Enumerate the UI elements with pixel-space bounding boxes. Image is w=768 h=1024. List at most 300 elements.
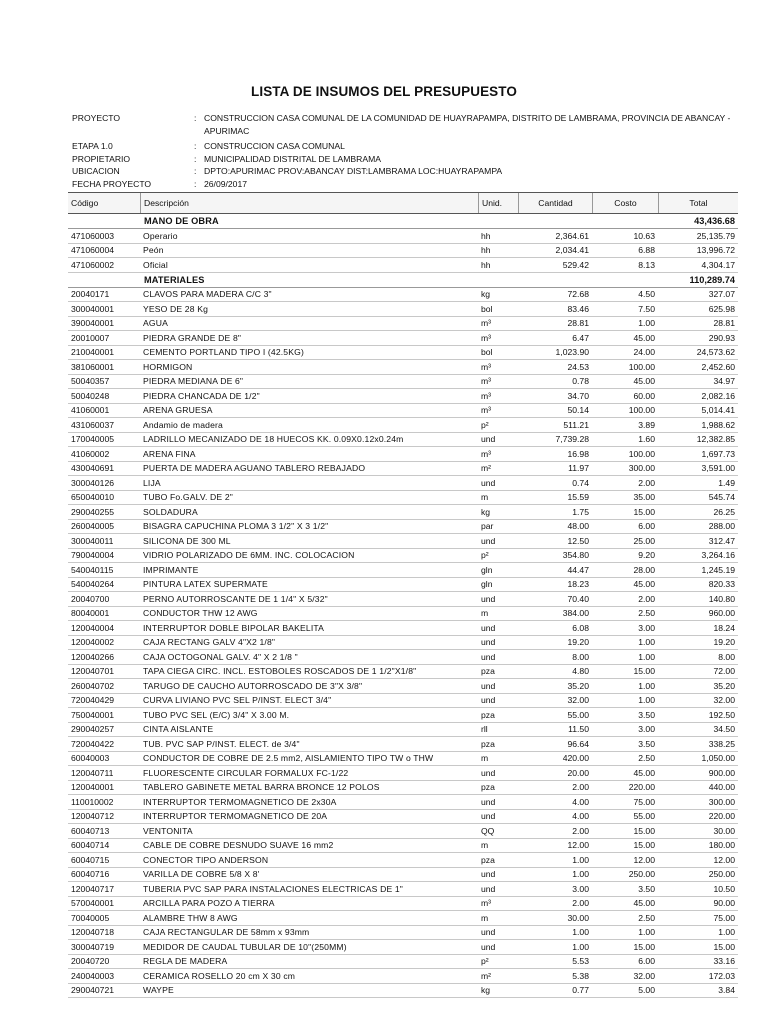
cell-unidad: hh bbox=[481, 259, 491, 270]
cell-descripcion: PIEDRA GRANDE DE 8" bbox=[143, 332, 242, 343]
cell-total: 1,988.62 bbox=[701, 419, 735, 430]
table-row bbox=[68, 520, 738, 535]
cell-costo: 10.63 bbox=[633, 230, 655, 241]
cell-costo: 15.00 bbox=[633, 506, 655, 517]
cell-unidad: m³ bbox=[481, 390, 492, 401]
meta-separator: : bbox=[194, 166, 197, 176]
cell-total: 12.00 bbox=[713, 854, 735, 865]
cell-costo: 4.50 bbox=[638, 289, 655, 300]
cell-cantidad: 20.00 bbox=[567, 767, 589, 778]
cell-cantidad: 7,739.28 bbox=[555, 434, 589, 445]
cell-costo: 24.00 bbox=[633, 347, 655, 358]
cell-codigo: 431060037 bbox=[71, 419, 115, 430]
table-row bbox=[68, 317, 738, 332]
table-row bbox=[68, 897, 738, 912]
cell-unidad: m³ bbox=[481, 332, 492, 343]
cell-cantidad: 2,034.41 bbox=[555, 245, 589, 256]
cell-cantidad: 30.00 bbox=[567, 912, 589, 923]
cell-descripcion: ARENA FINA bbox=[143, 448, 196, 459]
cell-cantidad: 0.78 bbox=[572, 376, 589, 387]
cell-unidad: gln bbox=[481, 564, 493, 575]
cell-codigo: 20040700 bbox=[71, 593, 110, 604]
cell-unidad: und bbox=[481, 927, 496, 938]
cell-costo: 100.00 bbox=[628, 448, 655, 459]
cell-total: 4,304.17 bbox=[701, 259, 735, 270]
header-total: Total bbox=[658, 193, 738, 213]
cell-descripcion: CLAVOS PARA MADERA C/C 3" bbox=[143, 289, 272, 300]
cell-unidad: und bbox=[481, 637, 496, 648]
cell-descripcion: YESO DE 28 Kg bbox=[143, 303, 209, 314]
cell-unidad: par bbox=[481, 521, 494, 532]
cell-total: 1.49 bbox=[718, 477, 735, 488]
cell-descripcion: INTERRUPTOR TERMOMAGNETICO DE 20A bbox=[143, 811, 328, 822]
cell-total: 34.97 bbox=[713, 376, 735, 387]
meta-row-etapa bbox=[72, 140, 742, 153]
cell-costo: 1.60 bbox=[638, 434, 655, 445]
cell-descripcion: PERNO AUTORROSCANTE DE 1 1/4" X 5/32" bbox=[143, 593, 328, 604]
cell-codigo: 471060002 bbox=[71, 259, 115, 270]
cell-descripcion: SILICONA DE 300 ML bbox=[143, 535, 231, 546]
cell-total: 900.00 bbox=[708, 767, 735, 778]
cell-cantidad: 5.38 bbox=[572, 970, 589, 981]
cell-total: 3,264.16 bbox=[701, 550, 735, 561]
cell-descripcion: TUB. PVC SAP P/INST. ELECT. de 3/4" bbox=[143, 738, 300, 749]
cell-codigo: 300040011 bbox=[71, 535, 114, 546]
table-row bbox=[68, 636, 738, 651]
cell-costo: 3.50 bbox=[638, 709, 655, 720]
cell-descripcion: ARENA GRUESA bbox=[143, 405, 213, 416]
cell-costo: 2.00 bbox=[638, 593, 655, 604]
cell-costo: 45.00 bbox=[633, 579, 655, 590]
cell-cantidad: 2.00 bbox=[572, 782, 589, 793]
cell-unidad: und bbox=[481, 593, 496, 604]
cell-codigo: 20040720 bbox=[71, 956, 110, 967]
cell-total: 18.24 bbox=[713, 622, 735, 633]
cell-unidad: m³ bbox=[481, 898, 492, 909]
cell-descripcion: Peón bbox=[143, 245, 164, 256]
cell-total: 30.00 bbox=[713, 825, 735, 836]
cell-cantidad: 1.00 bbox=[572, 869, 589, 880]
cell-codigo: 240040003 bbox=[71, 970, 115, 981]
cell-cantidad: 1.75 bbox=[572, 506, 589, 517]
cell-total: 2,082.16 bbox=[701, 390, 735, 401]
cell-cantidad: 354.80 bbox=[562, 550, 589, 561]
cell-unidad: m bbox=[481, 840, 489, 851]
cell-cantidad: 0.74 bbox=[572, 477, 589, 488]
cell-total: 90.00 bbox=[713, 898, 735, 909]
cell-costo: 15.00 bbox=[633, 840, 655, 851]
cell-unidad: bol bbox=[481, 347, 493, 358]
cell-total: 290.93 bbox=[708, 332, 735, 343]
table-row bbox=[68, 781, 738, 796]
cell-codigo: 170040005 bbox=[71, 434, 115, 445]
cell-codigo: 120040002 bbox=[71, 637, 115, 648]
cell-costo: 2.50 bbox=[638, 608, 655, 619]
group-total: 43,436.68 bbox=[694, 216, 735, 226]
cell-descripcion: ALAMBRE THW 8 AWG bbox=[143, 912, 238, 923]
cell-descripcion: TUBERIA PVC SAP PARA INSTALACIONES ELECTRICAS DE 1" bbox=[143, 883, 403, 894]
cell-costo: 1.00 bbox=[638, 318, 655, 329]
cell-cantidad: 1.00 bbox=[572, 854, 589, 865]
cell-costo: 3.00 bbox=[638, 622, 655, 633]
cell-cantidad: 1.00 bbox=[572, 941, 589, 952]
table-row bbox=[68, 360, 738, 375]
cell-descripcion: PINTURA LATEX SUPERMATE bbox=[143, 579, 268, 590]
cell-cantidad: 5.53 bbox=[572, 956, 589, 967]
cell-total: 288.00 bbox=[708, 521, 735, 532]
cell-total: 2,452.60 bbox=[701, 361, 735, 372]
meta-label: PROPIETARIO bbox=[72, 153, 131, 164]
cell-total: 140.80 bbox=[708, 593, 735, 604]
cell-unidad: hh bbox=[481, 230, 491, 241]
cell-costo: 8.13 bbox=[638, 259, 655, 270]
cell-codigo: 60040714 bbox=[71, 840, 110, 851]
cell-codigo: 471060003 bbox=[71, 230, 115, 241]
project-info bbox=[72, 112, 742, 190]
cell-cantidad: 35.20 bbox=[567, 680, 589, 691]
cell-cantidad: 4.80 bbox=[572, 666, 589, 677]
cell-cantidad: 2.00 bbox=[572, 825, 589, 836]
cell-codigo: 120040701 bbox=[71, 666, 115, 677]
cell-unidad: und bbox=[481, 695, 496, 706]
cell-codigo: 80040001 bbox=[71, 608, 110, 619]
cell-descripcion: VIDRIO POLARIZADO DE 6MM. INC. COLOCACION bbox=[143, 550, 355, 561]
cell-codigo: 70040005 bbox=[71, 912, 110, 923]
cell-descripcion: IMPRIMANTE bbox=[143, 564, 199, 575]
cell-costo: 12.00 bbox=[633, 854, 655, 865]
cell-costo: 2.00 bbox=[638, 477, 655, 488]
cell-unidad: m³ bbox=[481, 361, 492, 372]
cell-total: 5,014.41 bbox=[701, 405, 735, 416]
cell-total: 34.50 bbox=[713, 724, 735, 735]
cell-descripcion: CONDUCTOR DE COBRE DE 2.5 mm2, AISLAMIENTO TIPO TW o THW bbox=[143, 753, 434, 764]
document-title: LISTA DE INSUMOS DEL PRESUPUESTO bbox=[251, 84, 517, 99]
cell-costo: 3.50 bbox=[638, 738, 655, 749]
cell-cantidad: 420.00 bbox=[562, 753, 589, 764]
cell-codigo: 290040255 bbox=[71, 506, 115, 517]
cell-total: 312.47 bbox=[708, 535, 735, 546]
cell-total: 75.00 bbox=[713, 912, 735, 923]
cell-descripcion: TABLERO GABINETE METAL BARRA BRONCE 12 POLOS bbox=[143, 782, 380, 793]
table-row bbox=[68, 926, 738, 941]
cell-unidad: pza bbox=[481, 709, 495, 720]
cell-descripcion: PIEDRA CHANCADA DE 1/2" bbox=[143, 390, 260, 401]
cell-unidad: p² bbox=[481, 419, 489, 430]
cell-total: 3.84 bbox=[718, 985, 735, 996]
cell-unidad: QQ bbox=[481, 825, 495, 836]
meta-separator: : bbox=[194, 178, 197, 189]
cell-total: 8.00 bbox=[718, 651, 735, 662]
table-row bbox=[68, 723, 738, 738]
cell-costo: 45.00 bbox=[633, 376, 655, 387]
table-header bbox=[68, 192, 738, 214]
cell-descripcion: INTERRUPTOR DOBLE BIPOLAR BAKELITA bbox=[143, 622, 324, 633]
cell-costo: 1.00 bbox=[638, 927, 655, 938]
cell-costo: 45.00 bbox=[633, 332, 655, 343]
cell-codigo: 300040001 bbox=[71, 303, 115, 314]
cell-cantidad: 11.50 bbox=[568, 724, 589, 735]
meta-value: MUNICIPALIDAD DISTRITAL DE LAMBRAMA bbox=[204, 153, 381, 164]
cell-codigo: 60040716 bbox=[71, 869, 110, 880]
cell-total: 19.20 bbox=[713, 637, 735, 648]
cell-costo: 1.00 bbox=[638, 637, 655, 648]
cell-cantidad: 12.50 bbox=[567, 535, 589, 546]
cell-total: 220.00 bbox=[708, 811, 735, 822]
cell-unidad: m bbox=[481, 492, 489, 503]
cell-descripcion: CAJA RECTANG GALV 4"X2 1/8" bbox=[143, 637, 276, 648]
cell-total: 1,050.00 bbox=[701, 753, 735, 764]
cell-costo: 6.00 bbox=[638, 956, 655, 967]
table-row bbox=[68, 404, 738, 419]
cell-descripcion: SOLDADURA bbox=[143, 506, 198, 517]
cell-total: 3,591.00 bbox=[701, 463, 735, 474]
table-row bbox=[68, 578, 738, 593]
table-row bbox=[68, 752, 738, 767]
cell-total: 327.07 bbox=[708, 289, 735, 300]
cell-descripcion: VARILLA DE COBRE 5/8 X 8' bbox=[143, 869, 260, 880]
cell-unidad: und bbox=[481, 477, 496, 488]
cell-cantidad: 32.00 bbox=[567, 695, 589, 706]
cell-codigo: 260040005 bbox=[71, 521, 115, 532]
cell-codigo: 540040264 bbox=[71, 579, 115, 590]
cell-cantidad: 3.00 bbox=[572, 883, 589, 894]
cell-unidad: und bbox=[481, 622, 496, 633]
cell-codigo: 650040010 bbox=[71, 492, 115, 503]
cell-descripcion: VENTONITA bbox=[143, 825, 193, 836]
cell-cantidad: 12.00 bbox=[567, 840, 589, 851]
cell-unidad: und bbox=[481, 651, 496, 662]
cell-total: 13,996.72 bbox=[696, 245, 735, 256]
cell-total: 960.00 bbox=[708, 608, 735, 619]
group-name: MANO DE OBRA bbox=[144, 216, 219, 226]
cell-unidad: m bbox=[481, 912, 489, 923]
cell-codigo: 750040001 bbox=[71, 709, 115, 720]
cell-costo: 3.00 bbox=[638, 724, 655, 735]
group-row bbox=[68, 273, 738, 288]
table-row bbox=[68, 737, 738, 752]
cell-codigo: 290040721 bbox=[71, 985, 115, 996]
cell-codigo: 300040126 bbox=[71, 477, 115, 488]
meta-value: CONSTRUCCION CASA COMUNAL DE LA COMUNIDAD DE HUAYRAPAMPA, DISTRITO DE LAMBRAMA, PROVINCIA DE ABANCAY - APURIMAC bbox=[204, 113, 731, 136]
table-row bbox=[68, 766, 738, 781]
header-cantidad: Cantidad bbox=[518, 193, 592, 213]
table-row bbox=[68, 476, 738, 491]
cell-cantidad: 529.42 bbox=[562, 259, 589, 270]
cell-cantidad: 70.40 bbox=[567, 593, 589, 604]
meta-row-ubicacion bbox=[72, 165, 742, 178]
cell-costo: 3.89 bbox=[638, 419, 655, 430]
cell-cantidad: 11.97 bbox=[568, 463, 589, 474]
cell-descripcion: AGUA bbox=[143, 318, 168, 329]
meta-separator: : bbox=[194, 141, 197, 151]
table-row bbox=[68, 882, 738, 897]
table-row bbox=[68, 288, 738, 303]
table-row bbox=[68, 418, 738, 433]
cell-total: 440.00 bbox=[708, 782, 735, 793]
cell-cantidad: 48.00 bbox=[567, 521, 589, 532]
cell-unidad: und bbox=[481, 535, 496, 546]
cell-cantidad: 34.70 bbox=[567, 390, 589, 401]
cell-descripcion: CERAMICA ROSELLO 20 cm X 30 cm bbox=[143, 970, 296, 981]
cell-total: 35.20 bbox=[713, 680, 735, 691]
table-row bbox=[68, 955, 738, 970]
cell-costo: 1.00 bbox=[638, 680, 655, 691]
cell-cantidad: 0.77 bbox=[572, 985, 589, 996]
table-row bbox=[68, 534, 738, 549]
cell-descripcion: Andamio de madera bbox=[143, 419, 223, 430]
cell-cantidad: 72.68 bbox=[567, 289, 589, 300]
table-row bbox=[68, 607, 738, 622]
cell-descripcion: TUBO PVC SEL (E/C) 3/4" X 3.00 M. bbox=[143, 709, 290, 720]
cell-total: 72.00 bbox=[713, 666, 735, 677]
cell-unidad: pza bbox=[481, 782, 495, 793]
table-row bbox=[68, 229, 738, 244]
table-row bbox=[68, 665, 738, 680]
cell-descripcion: TAPA CIEGA CIRC. INCL. ESTOBOLES ROSCADOS DE 1 1/2"X1/8" bbox=[143, 666, 417, 677]
cell-cantidad: 8.00 bbox=[572, 651, 589, 662]
cell-codigo: 210040001 bbox=[71, 347, 115, 358]
table-row bbox=[68, 592, 738, 607]
cell-codigo: 720040422 bbox=[71, 738, 115, 749]
cell-total: 1.00 bbox=[718, 927, 735, 938]
table-row bbox=[68, 853, 738, 868]
table-row bbox=[68, 824, 738, 839]
cell-unidad: und bbox=[481, 434, 496, 445]
cell-descripcion: CEMENTO PORTLAND TIPO I (42.5KG) bbox=[143, 347, 304, 358]
cell-descripcion: CURVA LIVIANO PVC SEL P/INST. ELECT 3/4" bbox=[143, 695, 332, 706]
table-row bbox=[68, 868, 738, 883]
group-name: MATERIALES bbox=[144, 274, 205, 285]
cell-codigo: 790040004 bbox=[71, 550, 115, 561]
cell-descripcion: PIEDRA MEDIANA DE 6" bbox=[143, 376, 244, 387]
group-total: 110,289.74 bbox=[689, 274, 735, 285]
cell-unidad: kg bbox=[481, 506, 491, 517]
cell-unidad: und bbox=[481, 941, 496, 952]
cell-cantidad: 511.21 bbox=[563, 419, 589, 430]
cell-unidad: kg bbox=[481, 985, 491, 996]
cell-costo: 15.00 bbox=[633, 825, 655, 836]
cell-descripcion: TUBO Fo.GALV. DE 2" bbox=[143, 492, 233, 503]
group-row bbox=[68, 214, 738, 229]
cell-descripcion: CABLE DE COBRE DESNUDO SUAVE 16 mm2 bbox=[143, 840, 334, 851]
cell-unidad: und bbox=[481, 680, 496, 691]
meta-separator: : bbox=[194, 153, 197, 164]
cell-total: 10.50 bbox=[713, 883, 735, 894]
cell-codigo: 20040171 bbox=[71, 289, 110, 300]
meta-value: DPTO:APURIMAC PROV:ABANCAY DIST:LAMBRAMA LOC:HUAYRAPAMPA bbox=[204, 166, 503, 176]
table-body bbox=[68, 214, 738, 998]
table-row bbox=[68, 708, 738, 723]
cell-cantidad: 6.08 bbox=[572, 622, 589, 633]
table-row bbox=[68, 984, 738, 999]
cell-codigo: 120040711 bbox=[71, 767, 114, 778]
table-row bbox=[68, 940, 738, 955]
cell-unidad: gln bbox=[481, 579, 493, 590]
cell-costo: 2.50 bbox=[638, 753, 655, 764]
cell-costo: 55.00 bbox=[633, 811, 655, 822]
supplies-table bbox=[68, 192, 738, 998]
cell-total: 15.00 bbox=[713, 941, 735, 952]
cell-cantidad: 384.00 bbox=[562, 608, 589, 619]
cell-total: 300.00 bbox=[708, 796, 735, 807]
cell-costo: 15.00 bbox=[633, 941, 655, 952]
cell-unidad: m bbox=[481, 608, 489, 619]
cell-cantidad: 2,364.61 bbox=[555, 230, 589, 241]
cell-costo: 32.00 bbox=[633, 970, 655, 981]
cell-unidad: m³ bbox=[481, 318, 492, 329]
meta-label: FECHA PROYECTO bbox=[72, 178, 152, 189]
meta-label: ETAPA 1.0 bbox=[72, 141, 113, 151]
cell-total: 33.16 bbox=[713, 956, 735, 967]
cell-descripcion: CONECTOR TIPO ANDERSON bbox=[143, 854, 269, 865]
cell-cantidad: 18.23 bbox=[567, 579, 589, 590]
cell-cantidad: 24.53 bbox=[567, 361, 589, 372]
table-row bbox=[68, 911, 738, 926]
cell-unidad: m³ bbox=[481, 376, 492, 387]
cell-total: 250.00 bbox=[708, 869, 735, 880]
cell-descripcion: CINTA AISLANTE bbox=[143, 724, 214, 735]
meta-row-proyecto bbox=[72, 112, 742, 137]
cell-unidad: m² bbox=[481, 970, 492, 981]
cell-unidad: rll bbox=[481, 724, 488, 735]
cell-descripcion: HORMIGON bbox=[143, 361, 193, 372]
cell-codigo: 50040248 bbox=[71, 390, 110, 401]
cell-codigo: 60040003 bbox=[71, 753, 110, 764]
cell-descripcion: CAJA RECTANGULAR DE 58mm x 93mm bbox=[143, 927, 310, 938]
cell-unidad: pza bbox=[481, 738, 495, 749]
meta-label: PROYECTO bbox=[72, 113, 121, 123]
cell-total: 24,573.62 bbox=[696, 347, 735, 358]
cell-total: 28.81 bbox=[713, 318, 735, 329]
meta-separator: : bbox=[194, 113, 197, 123]
cell-unidad: und bbox=[481, 796, 496, 807]
table-row bbox=[68, 447, 738, 462]
cell-cantidad: 55.00 bbox=[567, 709, 589, 720]
cell-descripcion: WAYPE bbox=[143, 985, 174, 996]
cell-descripcion: FLUORESCENTE CIRCULAR FORMALUX FC-1/22 bbox=[143, 767, 349, 778]
cell-costo: 1.00 bbox=[638, 695, 655, 706]
cell-codigo: 390040001 bbox=[71, 318, 115, 329]
cell-cantidad: 1.00 bbox=[572, 927, 589, 938]
cell-costo: 7.50 bbox=[638, 303, 655, 314]
cell-costo: 9.20 bbox=[638, 550, 655, 561]
cell-costo: 25.00 bbox=[633, 535, 655, 546]
meta-value: CONSTRUCCION CASA COMUNAL bbox=[204, 141, 345, 151]
cell-descripcion: REGLA DE MADERA bbox=[143, 956, 228, 967]
cell-unidad: bol bbox=[481, 303, 493, 314]
cell-costo: 300.00 bbox=[628, 463, 655, 474]
table-row bbox=[68, 433, 738, 448]
meta-row-fecha bbox=[72, 178, 742, 191]
header-descripcion: Descripción bbox=[140, 193, 478, 213]
table-row bbox=[68, 302, 738, 317]
table-row bbox=[68, 679, 738, 694]
cell-descripcion: CONDUCTOR THW 12 AWG bbox=[143, 608, 258, 619]
cell-descripcion: ARCILLA PARA POZO A TIERRA bbox=[143, 898, 275, 909]
cell-costo: 6.00 bbox=[638, 521, 655, 532]
table-row bbox=[68, 331, 738, 346]
cell-cantidad: 4.00 bbox=[572, 811, 589, 822]
cell-costo: 75.00 bbox=[633, 796, 655, 807]
header-unidad: Unid. bbox=[478, 193, 518, 213]
cell-codigo: 430040691 bbox=[71, 463, 115, 474]
cell-costo: 100.00 bbox=[628, 405, 655, 416]
cell-descripcion: INTERRUPTOR TERMOMAGNETICO DE 2x30A bbox=[143, 796, 337, 807]
cell-unidad: hh bbox=[481, 245, 491, 256]
table-row bbox=[68, 375, 738, 390]
cell-unidad: m³ bbox=[481, 448, 492, 459]
cell-unidad: m² bbox=[481, 463, 492, 474]
